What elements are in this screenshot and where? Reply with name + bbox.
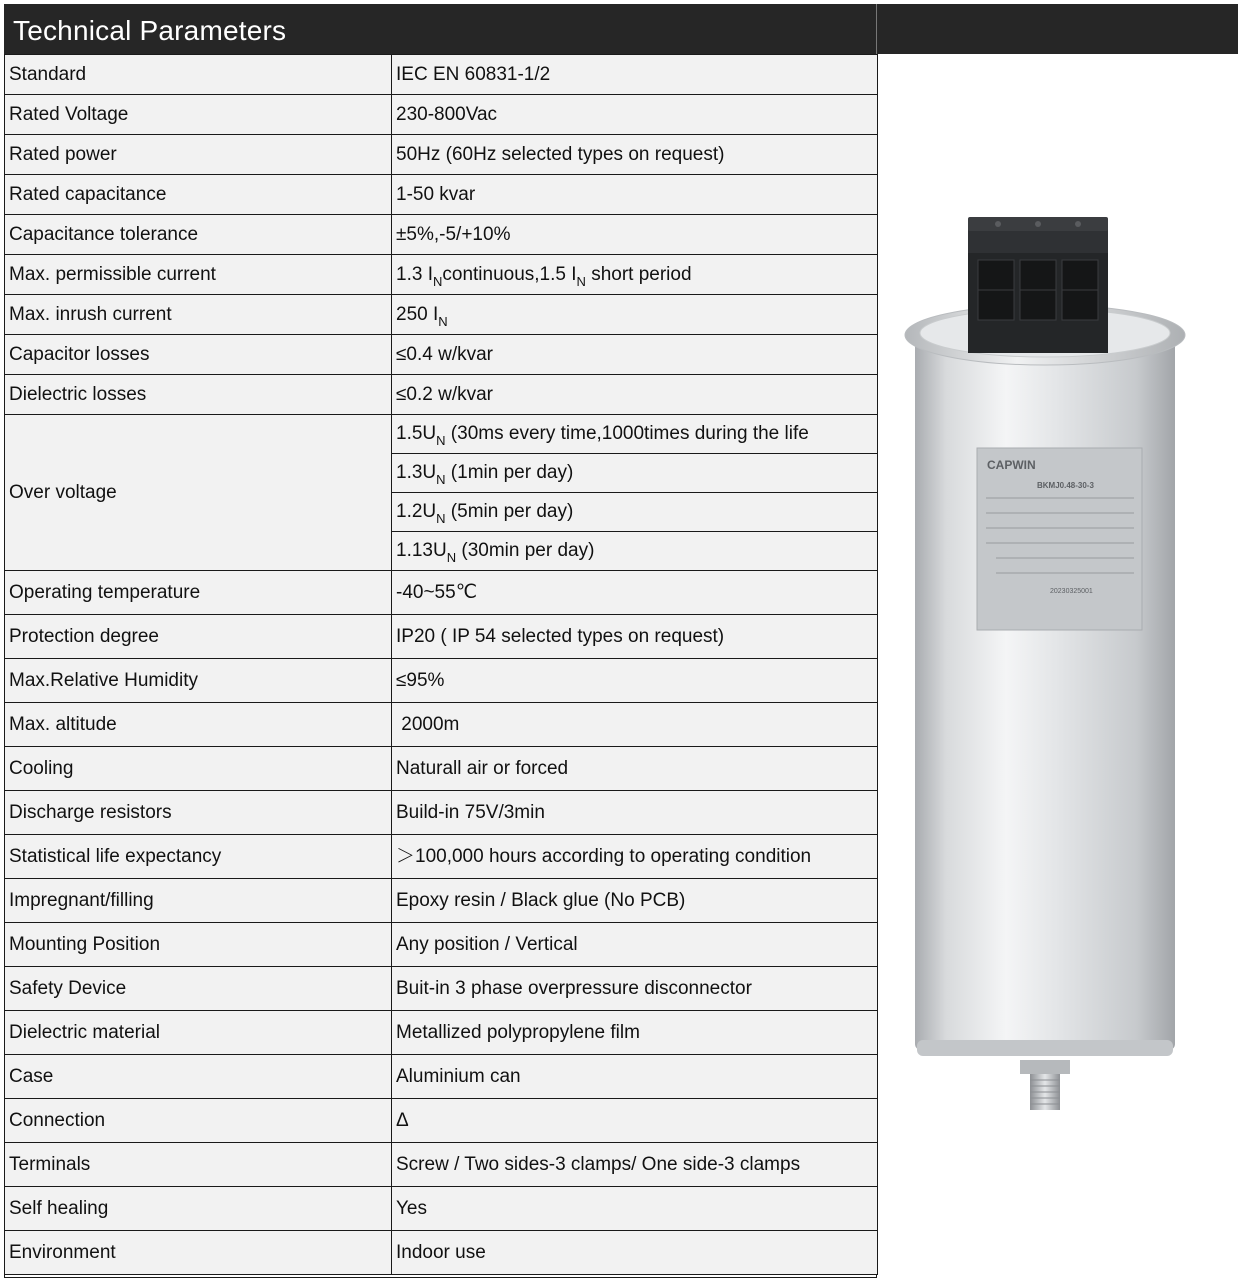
table-row: [5, 415, 878, 454]
table-row: [5, 923, 878, 967]
table-header: [4, 4, 1238, 54]
param-value: Epoxy resin / Black glue (No PCB): [392, 879, 878, 923]
param-label: Dielectric material: [5, 1011, 392, 1055]
param-value: IP20 ( IP 54 selected types on request): [392, 615, 878, 659]
table-row: [5, 175, 878, 215]
param-label: Rated Voltage: [5, 95, 392, 135]
table-row: [5, 835, 878, 879]
param-value: ≤0.2 w/kvar: [392, 375, 878, 415]
param-value: -40~55℃: [392, 571, 878, 615]
parameters-table: [4, 54, 878, 1275]
param-label: Rated power: [5, 135, 392, 175]
table-row: [5, 747, 878, 791]
param-value: Naturall air or forced: [392, 747, 878, 791]
param-value: ＞100,000 hours according to operating condition: [392, 835, 878, 879]
table-row: [5, 1055, 878, 1099]
param-label: Case: [5, 1055, 392, 1099]
param-value: 1.3 $I_Ncontinuous,1.5$ $I_N$ short period: [392, 255, 878, 295]
table-row: [5, 1143, 878, 1187]
capacitor-body: [915, 330, 1175, 1050]
table-row: [5, 1231, 878, 1275]
param-value: 1-50 kvar: [392, 175, 878, 215]
table-row: [5, 703, 878, 747]
table-row: [5, 335, 878, 375]
param-value: ≤0.4 w/kvar: [392, 335, 878, 375]
param-value: Any position / Vertical: [392, 923, 878, 967]
capacitor-product-image: [900, 205, 1190, 1125]
param-value: 50Hz (60Hz selected types on request): [392, 135, 878, 175]
table-row: [5, 95, 878, 135]
table-row: [5, 791, 878, 835]
param-label: Protection degree: [5, 615, 392, 659]
param-label: Impregnant/filling: [5, 879, 392, 923]
svg-text:20230325001: 20230325001: [1050, 588, 1093, 595]
table-row: [5, 879, 878, 923]
table-row: [5, 659, 878, 703]
param-value: Build-in 75V/3min: [392, 791, 878, 835]
page-title: Technical Parameters: [13, 15, 287, 46]
table-row: [5, 55, 878, 95]
param-label: Max.Relative Humidity: [5, 659, 392, 703]
param-label: Safety Device: [5, 967, 392, 1011]
param-value: Yes: [392, 1187, 878, 1231]
param-label: Operating temperature: [5, 571, 392, 615]
param-value: IEC EN 60831-1/2: [392, 55, 878, 95]
param-label: Dielectric losses: [5, 375, 392, 415]
param-label: Max. altitude: [5, 703, 392, 747]
param-value: ≤95%: [392, 659, 878, 703]
param-value: ±5%,-5/+10%: [392, 215, 878, 255]
param-label: Mounting Position: [5, 923, 392, 967]
table-row: [5, 295, 878, 335]
header-divider: [876, 4, 877, 54]
param-label: Cooling: [5, 747, 392, 791]
param-value: $1.5U_N$ (30ms every time,1000times during the life: [392, 415, 878, 454]
param-value: Screw / Two sides-3 clamps/ One side-3 clamps: [392, 1143, 878, 1187]
param-value: $1.2U_N$ (5min per day): [392, 493, 878, 532]
param-value: $1.3U_N$ (1min per day): [392, 454, 878, 493]
param-label: Max. permissible current: [5, 255, 392, 295]
table-row: [5, 255, 878, 295]
param-value: 2000m: [392, 703, 878, 747]
param-value: Buit-in 3 phase overpressure disconnector: [392, 967, 878, 1011]
param-value: Δ: [392, 1099, 878, 1143]
svg-text:BKMJ0.48-30-3: BKMJ0.48-30-3: [1037, 481, 1094, 490]
param-label: Discharge resistors: [5, 791, 392, 835]
param-label: Environment: [5, 1231, 392, 1275]
table-row: [5, 1011, 878, 1055]
terminal-block: [968, 217, 1108, 353]
param-value: 250 $I_N$: [392, 295, 878, 335]
table-row: [5, 967, 878, 1011]
param-label: Over voltage: [5, 415, 392, 571]
param-label: Capacitance tolerance: [5, 215, 392, 255]
table-row: [5, 1187, 878, 1231]
param-label: Connection: [5, 1099, 392, 1143]
table-row: [5, 375, 878, 415]
param-label: Standard: [5, 55, 392, 95]
table-row: [5, 215, 878, 255]
param-label: Terminals: [5, 1143, 392, 1187]
param-label: Capacitor losses: [5, 335, 392, 375]
table-row: [5, 1099, 878, 1143]
rating-label-plate: [977, 448, 1142, 630]
table-row: [5, 135, 878, 175]
param-value: Metallized polypropylene film: [392, 1011, 878, 1055]
svg-text:CAPWIN: CAPWIN: [987, 458, 1036, 472]
param-label: Statistical life expectancy: [5, 835, 392, 879]
param-value: Aluminium can: [392, 1055, 878, 1099]
table-row: [5, 571, 878, 615]
param-value: $1.13U_N$ (30min per day): [392, 532, 878, 571]
param-value: 230-800Vac: [392, 95, 878, 135]
param-label: Self healing: [5, 1187, 392, 1231]
param-label: Max. inrush current: [5, 295, 392, 335]
table-row: [5, 615, 878, 659]
param-label: Rated capacitance: [5, 175, 392, 215]
param-value: Indoor use: [392, 1231, 878, 1275]
